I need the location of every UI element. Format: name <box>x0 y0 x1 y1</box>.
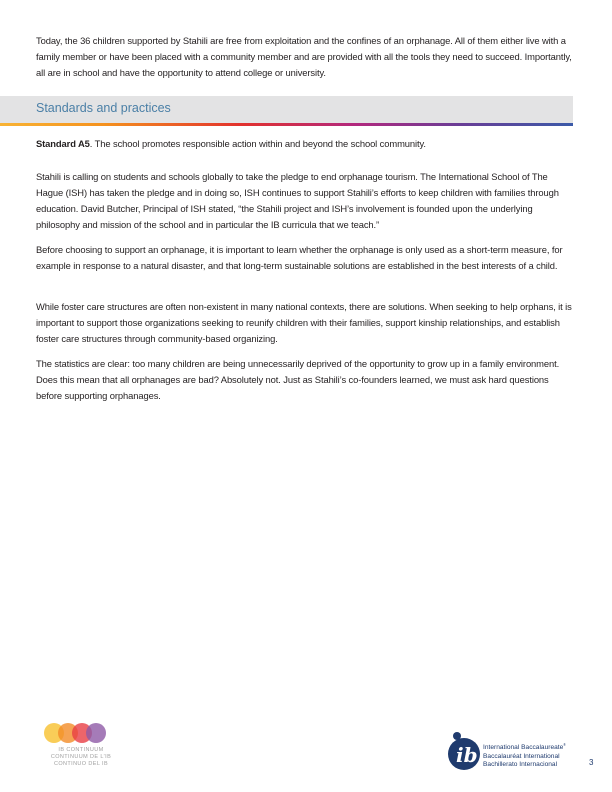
body-paragraph: Before choosing to support an orphanage, it is important to learn whether the orphanage is only used as a short-term measure, for example in response to a natural disaster, and that long-term sustainable solutions are established in the best interests of a child. <box>36 244 563 271</box>
section-header-band <box>0 96 573 123</box>
continuum-line: IB CONTINUUM <box>58 747 104 753</box>
continuum-line: CONTINUO DEL IB <box>53 761 109 767</box>
ib-line-fr: Baccalauréat International <box>483 752 560 760</box>
continuum-label <box>36 747 126 768</box>
ib-line-es: Bachillerato Internacional <box>483 761 558 769</box>
standard-statement <box>36 136 574 152</box>
rainbow-divider <box>0 123 573 126</box>
svg-text:ib: ib <box>456 743 478 767</box>
intro-paragraph: Today, the 36 children supported by Stahili are free from exploitation and the confines of an orphanage. All of them either live with a family member or have been placed with a community member and are provided with all the tools they need to succeed. Importantly, all are in school and have the opportunity to attend college or university. <box>36 35 572 78</box>
ib-logo-icon <box>447 728 481 772</box>
ib-line-en: International Baccalaureate <box>483 744 564 752</box>
body-paragraph: The statistics are clear: too many children are being unnecessarily deprived of the opportunity to grow up in a family environment. Does this mean that all orphanages are bad? Absolutely not. Just as Stahili’s co-founders learned, we must ask hard questions before supporting orphanages. <box>36 358 560 401</box>
page-number: 3 <box>589 758 594 767</box>
continuum-line: CONTINUUM DE L’IB <box>50 754 112 760</box>
standard-text: . The school promotes responsible action within and beyond the school community. <box>89 138 426 149</box>
trademark-mark: ® <box>563 743 566 747</box>
standard-label: Standard A5 <box>36 138 90 149</box>
body-paragraph: While foster care structures are often non-existent in many national contexts, there are solutions. When seeking to help orphans, it is important to support those organizations seeking to reunify children with their families, support kinship relationships, and establish foster care structures through community-based organizing. <box>36 301 572 344</box>
body-paragraph: Stahili is calling on students and schools globally to take the pledge to end orphanage tourism. The International School of The Hague (ISH) has taken the pledge and in doing so, ISH continues to support Stahili’s efforts to keep children with families through education. David Butcher, Principal of ISH stated, “the Stahili project and ISH’s involvement is founded upon the underlying philosophy and mission of the school and in particular the IB curricula that we teach.” <box>36 171 559 230</box>
section-title: Standards and practices <box>36 101 171 115</box>
ib-wordmark <box>483 741 566 770</box>
